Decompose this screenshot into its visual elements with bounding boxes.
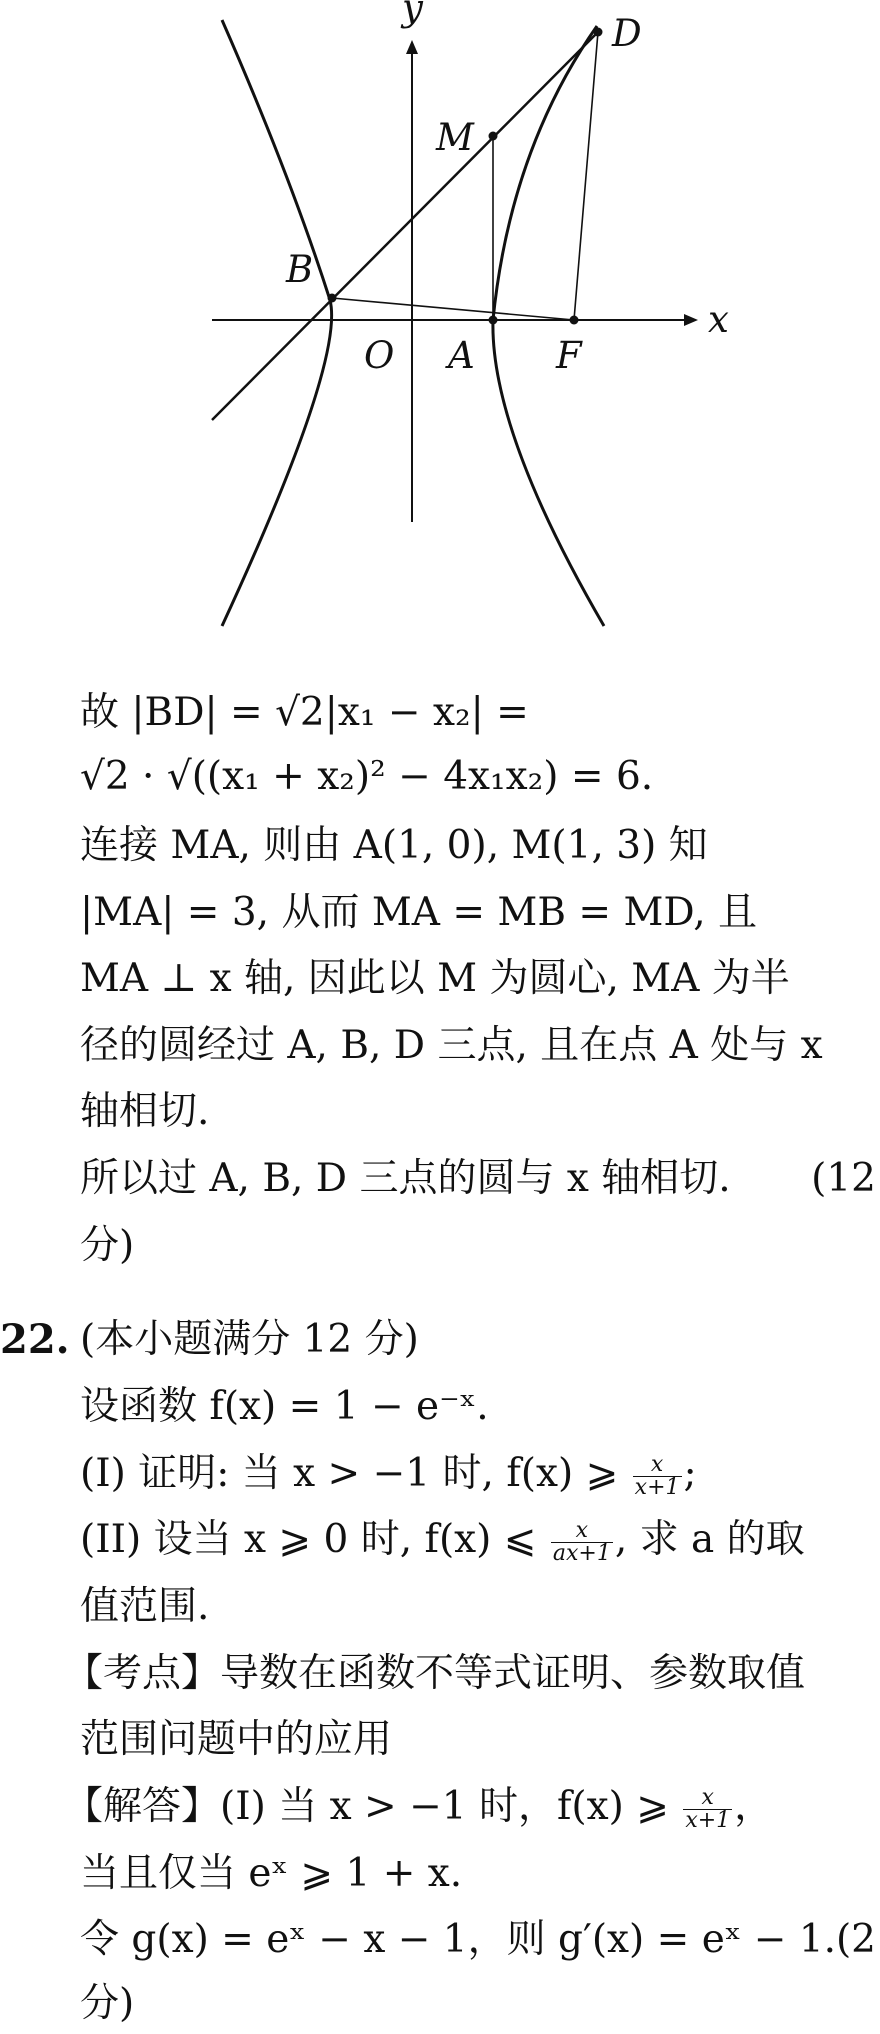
problem-22-header: (本小题满分 12 分) [80,1317,419,1362]
fraction-denominator: x+1 [685,1807,731,1833]
hyperbola-diagram [0,0,880,650]
point-f [570,316,579,325]
point-d [594,28,603,37]
label-f: F [556,334,582,377]
kaodian-line-2: 范围问题中的应用 [80,1717,393,1762]
part2-suffix: , 求 a 的取 [614,1517,805,1562]
part1-prefix: (I) 证明: 当 x > −1 时, f(x) ⩾ [80,1451,619,1496]
segment-bf [332,298,574,320]
g-definition-line-end: 分) [80,1981,135,2026]
hyperbola-left-branch [222,20,332,626]
solution-line-2: √2 · √((x₁ + x₂)² − 4x₁x₂) = 6. [80,754,654,799]
problem-22-part2-cont: 值范围. [80,1584,210,1629]
label-x: x [708,298,729,341]
label-d: D [612,12,642,55]
part2-fraction [551,1517,613,1566]
y-axis-arrow [406,40,418,54]
jieda-prefix: 【解答】(I) 当 x > −1 时，f(x) ⩾ [64,1784,669,1829]
line-bd [212,32,598,420]
solution-line-5: MA ⊥ x 轴, 因此以 M 为圆心, MA 为半 [80,956,790,1001]
solution-line-3: 连接 MA, 则由 A(1, 0), M(1, 3) 知 [80,823,708,868]
label-o: O [364,334,395,377]
iff-line: 当且仅当 eˣ ⩾ 1 + x. [80,1851,463,1896]
problem-22-given: 设函数 f(x) = 1 − e⁻ˣ. [80,1384,489,1429]
fraction-numerator: x [683,1787,732,1810]
jieda-line [64,1783,773,1832]
part1-suffix: ; [683,1451,697,1496]
solution-line-1: 故 |BD| = √2|x₁ − x₂| = [80,690,529,735]
problem-22-part2 [80,1516,805,1565]
score-12: (12 [811,1156,876,1201]
hyperbola-figure [0,0,880,650]
problem-22-part1 [80,1450,697,1499]
g-definition-line: 令 g(x) = eˣ − x − 1，则 g′(x) = eˣ − 1. [80,1917,837,1962]
point-a [489,316,498,325]
point-m [489,132,498,141]
part2-prefix: (II) 设当 x ⩾ 0 时, f(x) ⩽ [80,1517,537,1562]
solution-line-4: |MA| = 3, 从而 MA = MB = MD, 且 [80,890,758,935]
solution-line-7: 轴相切. [80,1089,210,1134]
solution-line-9: 分) [80,1223,135,1268]
fraction-denominator: ax+1 [552,1540,611,1566]
jieda-suffix: ， [734,1784,774,1829]
label-b: B [286,248,314,291]
label-y: y [402,0,423,29]
point-b [328,294,337,303]
part1-fraction [633,1451,682,1500]
problem-number-22: 22. [0,1316,70,1363]
label-a: A [448,334,475,377]
fraction-denominator: x+1 [634,1474,680,1500]
hyperbola-right-branch [493,26,604,626]
solution-line-8: 所以过 A, B, D 三点的圆与 x 轴相切. [80,1156,731,1201]
kaodian-line-1: 【考点】导数在函数不等式证明、参数取值 [64,1651,806,1696]
label-m: M [436,116,474,159]
fraction-numerator: x [551,1520,613,1543]
segment-df [574,32,598,320]
solution-line-6: 径的圆经过 A, B, D 三点, 且在点 A 处与 x [80,1023,823,1068]
fraction-numerator: x [633,1454,682,1477]
score-2: (2 [835,1917,876,1962]
jieda-fraction [683,1784,732,1833]
x-axis-arrow [684,314,698,326]
